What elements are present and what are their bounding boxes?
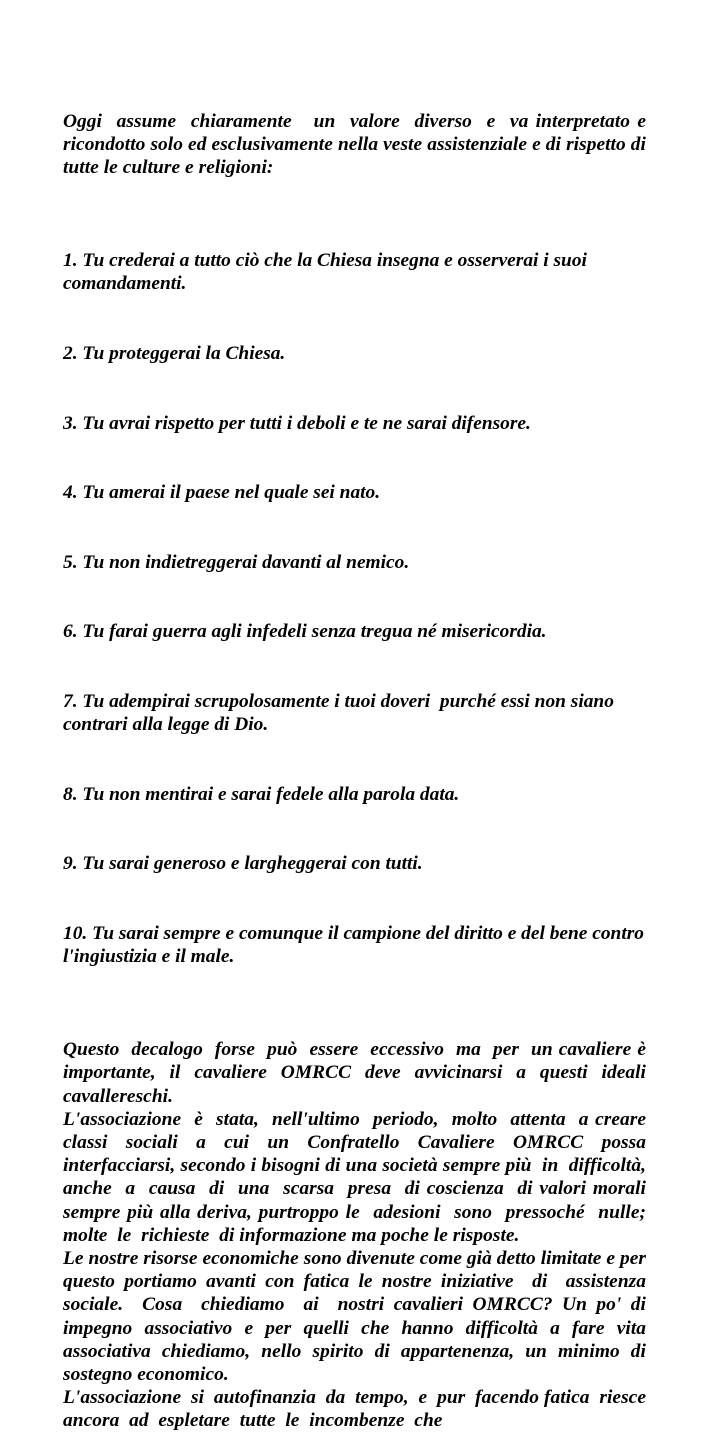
list-item: 3. Tu avrai rispetto per tutti i deboli e te ne sarai difensore. bbox=[63, 412, 531, 434]
text-column bbox=[63, 110, 656, 1433]
paragraph-spacer bbox=[63, 1015, 646, 1038]
list-item: 7. Tu adempirai scrupolosamente i tuoi doveri purché essi non siano contrari alla legge di Dio. bbox=[63, 691, 619, 736]
list-item: 8. Tu non mentirai e sarai fedele alla parola data. bbox=[63, 783, 460, 805]
decalogue-list bbox=[63, 203, 649, 1015]
list-item: 5. Tu non indietreggerai davanti al nemico. bbox=[63, 551, 410, 573]
list-item: 1. Tu crederai a tutto ciò che la Chiesa insegna e osserverai i suoi comandamenti. bbox=[63, 250, 592, 295]
list-item: 9. Tu sarai generoso e largheggerai con tutti. bbox=[63, 853, 423, 875]
closing-paragraph-autofinanzia: L'associazione si autofinanzia da tempo, e pur facendo fatica riesce ancora ad espletare tutte le incombenze che bbox=[63, 1387, 656, 1432]
closing-paragraph-risorse-economiche: Le nostre risorse economiche sono divenute come già detto limitate e per questo portiamo avanti con fatica le nostre iniziative di assistenza sociale. Cosa chiediamo ai nostri cavalieri OMRCC? Un po' di impegno associativo e per quelli che hanno difficoltà a fare vita associativa chiediamo, nello spirito di appartenenza, un minimo di sostegno economico. bbox=[63, 1247, 656, 1385]
list-item: 2. Tu proteggerai la Chiesa. bbox=[63, 343, 286, 365]
closing-paragraph-decalogo: Questo decalogo forse può essere eccessivo ma per un cavaliere è importante, il cavaliere OMRCC deve avvicinarsi a questi ideali cavallereschi. bbox=[63, 1039, 651, 1107]
list-item: 6. Tu farai guerra agli infedeli senza tregua né misericordia. bbox=[63, 621, 547, 643]
intro-paragraph: Oggi assume chiaramente un valore diverso e va interpretato e ricondotto solo ed esclusivamente nella veste assistenziale e di rispetto di tutte le culture e religioni: bbox=[63, 111, 651, 179]
closing-paragraph-associazione-attenta: L'associazione è stata, nell'ultimo periodo, molto attenta a creare classi sociali a cui un Confratello Cavaliere OMRCC possa interfacciarsi, secondo i bisogni di una società sempre più in difficoltà, anche a causa di una scarsa presa di coscienza di valori morali sempre più alla deriva, purtroppo le adesioni sono pressoché nulle; molte le richieste di informazione ma poche le risposte. bbox=[63, 1108, 656, 1246]
list-item: 10. Tu sarai sempre e comunque il campione del diritto e del bene contro l'ingiustizia e il male. bbox=[63, 923, 649, 968]
paragraph-spacer bbox=[63, 180, 646, 203]
list-item: 4. Tu amerai il paese nel quale sei nato. bbox=[63, 482, 381, 504]
